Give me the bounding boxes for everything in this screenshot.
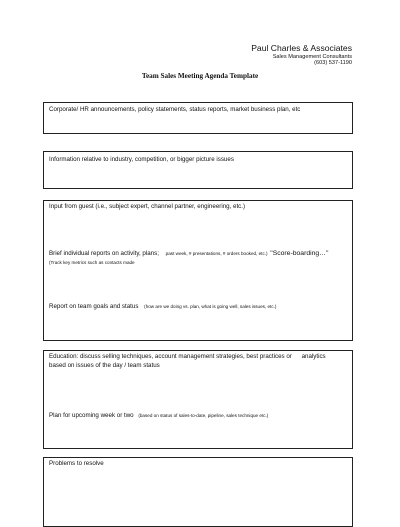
company-phone: (603) 537-1190 [314,60,352,67]
education-analytics: analytics [301,353,326,360]
individual-reports-detail: past week, # presentations, # orders booked, etc.) [165,251,268,256]
plan-line [49,413,268,419]
track-metrics-text: (Track key metrics such as contacts made [49,260,135,265]
education-line1 [49,354,326,360]
problems-text: Problems to resolve [49,460,104,467]
industry-info-text: Information relative to industry, competition, or bigger picture issues [49,156,234,163]
plan-text: Plan for upcoming week or two [49,412,134,419]
team-goals-text: Report on team goals and status [49,303,139,310]
individual-reports-text: Brief individual reports on activity, plans; [49,250,159,257]
announcements-box [43,102,353,134]
score-boarding-text: "Score-boarding…" [270,250,329,257]
education-line2: based on issues of the day / team status [49,362,160,369]
company-tagline: Sales Management Consultants [272,53,352,60]
guest-reports-box [43,200,353,341]
team-goals-detail: (how are we doing vs. plan, what is going well, sales issues, etc.) [144,304,277,309]
team-goals-line [49,304,276,310]
company-header [251,44,352,67]
education-text: Education: discuss selling techniques, account management strategies, best practices or [49,353,292,360]
document-title: Team Sales Meeting Agenda Template [141,72,259,80]
industry-info-box [43,151,353,189]
plan-detail: (based on status of sales-to-date, pipeline, sales technique etc.) [138,413,269,418]
guest-input-text: Input from guest (i.e., subject expert, channel partner, engineering, etc.) [49,203,246,210]
announcements-text: Corporate/ HR announcements, policy statements, status reports, market business plan, etc [49,106,301,113]
individual-reports-line [49,251,328,258]
company-name: Paul Charles & Associates [251,43,352,53]
problems-box [43,457,353,527]
education-plan-box [43,350,353,449]
